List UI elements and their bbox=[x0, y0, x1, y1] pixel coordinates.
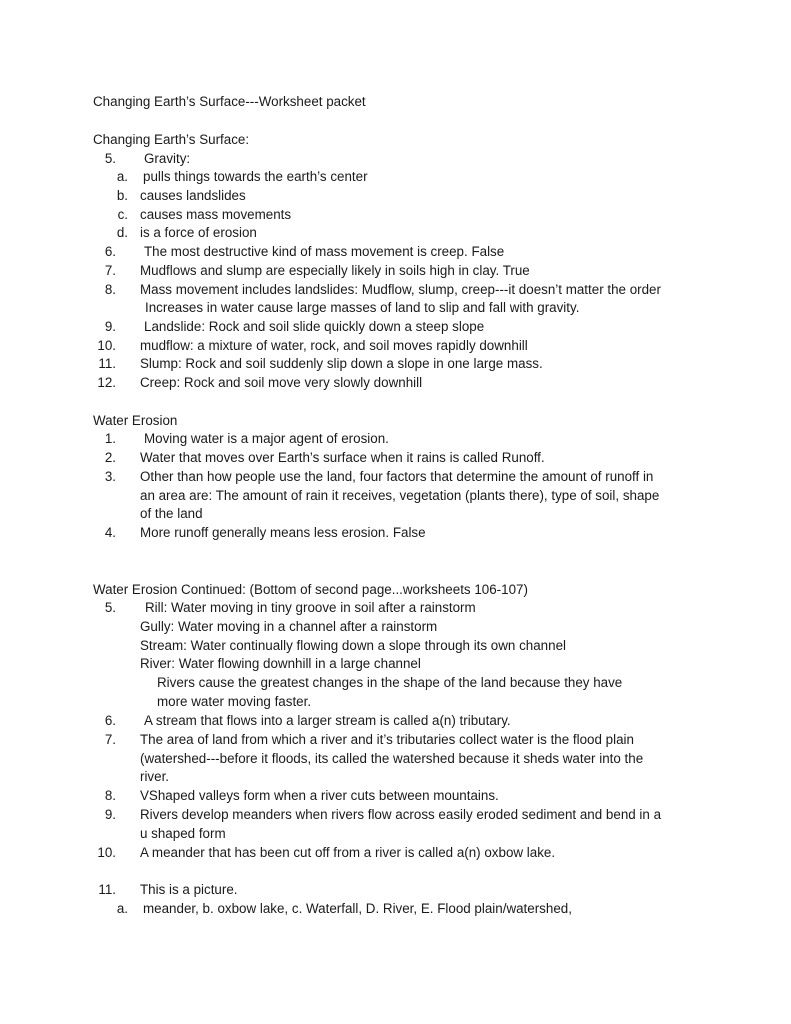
item-number: 3. bbox=[104, 469, 116, 484]
subitem-text: causes mass movements bbox=[140, 207, 292, 222]
item-text: Slump: Rock and soil suddenly slip down a slope in one large mass. bbox=[140, 356, 543, 371]
section-heading-water-erosion-continued: Water Erosion Continued: (Bottom of second page...worksheets 106-107) bbox=[93, 582, 528, 597]
item-text-continued: (watershed---before it floods, its called the watershed because it sheds water into the bbox=[140, 751, 644, 766]
subitem-text: causes landslides bbox=[140, 188, 246, 203]
item-text-continued: u shaped form bbox=[140, 826, 226, 841]
item-number: 9. bbox=[104, 807, 116, 822]
subitem-letter: a. bbox=[116, 901, 128, 916]
item-text: Mass movement includes landslides: Mudflow, slump, creep---it doesn’t matter the order bbox=[140, 282, 661, 297]
item-number: 5. bbox=[104, 600, 116, 615]
item-text: More runoff generally means less erosion. False bbox=[140, 525, 426, 540]
item-number: 10. bbox=[97, 845, 116, 860]
item-text: Landslide: Rock and soil slide quickly down a steep slope bbox=[144, 319, 485, 334]
item-number: 8. bbox=[104, 282, 116, 297]
item-text: Rill: Water moving in tiny groove in soil after a rainstorm bbox=[145, 600, 476, 615]
item-number: 11. bbox=[98, 882, 116, 897]
item-text-continued: an area are: The amount of rain it receives, vegetation (plants there), type of soil, shape bbox=[140, 488, 660, 503]
item-number: 11. bbox=[98, 356, 116, 371]
item-text: The area of land from which a river and it’s tributaries collect water is the flood plain bbox=[140, 732, 634, 747]
item-number: 12. bbox=[97, 375, 116, 390]
item-text-continued: River: Water flowing downhill in a large channel bbox=[140, 656, 421, 671]
item-number: 6. bbox=[104, 244, 116, 259]
item-text: The most destructive kind of mass movement is creep. False bbox=[144, 244, 505, 259]
item-text-continued: Stream: Water continually flowing down a slope through its own channel bbox=[140, 638, 567, 653]
item-number: 1. bbox=[104, 431, 116, 446]
item-text-continued: Gully: Water moving in a channel after a rainstorm bbox=[140, 619, 438, 634]
item-number: 7. bbox=[104, 732, 116, 747]
item-text: A stream that flows into a larger stream is called a(n) tributary. bbox=[144, 713, 511, 728]
document-title: Changing Earth’s Surface---Worksheet packet bbox=[93, 94, 366, 109]
item-text: Gravity: bbox=[144, 151, 191, 166]
item-text: Mudflows and slump are especially likely in soils high in clay. True bbox=[140, 263, 530, 278]
subitem-letter: d. bbox=[116, 225, 128, 240]
item-text-continued: Rivers cause the greatest changes in the shape of the land because they have bbox=[157, 675, 623, 690]
subitem-text: is a force of erosion bbox=[140, 225, 257, 240]
item-text: mudflow: a mixture of water, rock, and soil moves rapidly downhill bbox=[140, 338, 528, 353]
item-number: 9. bbox=[104, 319, 116, 334]
item-number: 5. bbox=[104, 151, 116, 166]
item-text: Creep: Rock and soil move very slowly downhill bbox=[140, 375, 423, 390]
item-text: Other than how people use the land, four factors that determine the amount of runoff in bbox=[140, 469, 654, 484]
subitem-text: meander, b. oxbow lake, c. Waterfall, D. River, E. Flood plain/watershed, bbox=[143, 901, 572, 916]
subitem-letter: a. bbox=[116, 169, 128, 184]
section-heading-changing-surface: Changing Earth’s Surface: bbox=[93, 132, 250, 147]
item-text-continued: Increases in water cause large masses of land to slip and fall with gravity. bbox=[145, 300, 580, 315]
item-number: 7. bbox=[104, 263, 116, 278]
subitem-letter: c. bbox=[117, 207, 128, 222]
item-number: 6. bbox=[104, 713, 116, 728]
item-text: Rivers develop meanders when rivers flow across easily eroded sediment and bend in a bbox=[140, 807, 662, 822]
item-number: 2. bbox=[104, 450, 116, 465]
item-number: 4. bbox=[104, 525, 116, 540]
section-heading-water-erosion: Water Erosion bbox=[93, 413, 178, 428]
item-text-continued: river. bbox=[140, 769, 170, 784]
item-text: This is a picture. bbox=[140, 882, 238, 897]
subitem-letter: b. bbox=[116, 188, 128, 203]
item-text-continued: more water moving faster. bbox=[157, 694, 312, 709]
item-text: A meander that has been cut off from a river is called a(n) oxbow lake. bbox=[140, 845, 556, 860]
item-text: Moving water is a major agent of erosion. bbox=[144, 431, 389, 446]
subitem-text: pulls things towards the earth’s center bbox=[143, 169, 368, 184]
item-text: Water that moves over Earth’s surface when it rains is called Runoff. bbox=[140, 450, 545, 465]
item-text-continued: of the land bbox=[140, 506, 203, 521]
item-number: 8. bbox=[104, 788, 116, 803]
item-number: 10. bbox=[97, 338, 116, 353]
item-text: VShaped valleys form when a river cuts between mountains. bbox=[140, 788, 499, 803]
